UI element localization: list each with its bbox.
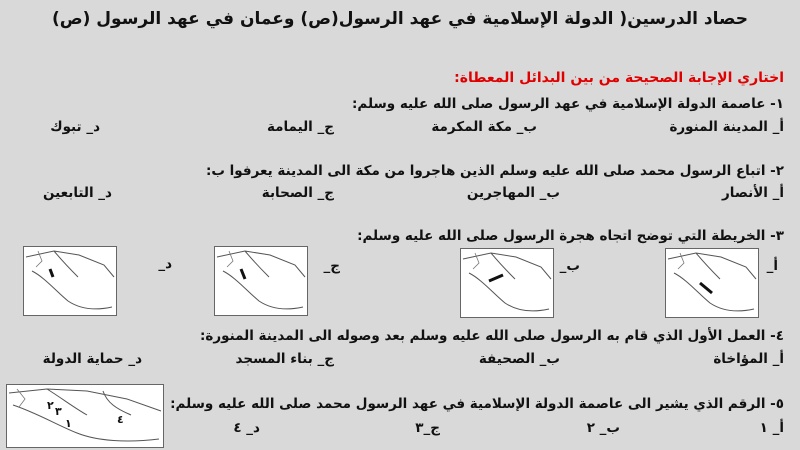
q3-option-a-map[interactable] bbox=[665, 248, 759, 318]
question-4-text: ٤- العمل الأول الذي قام به الرسول صلى الله عليه وسلم بعد وصوله الى المدينة المنورة: bbox=[199, 328, 784, 344]
q4-option-c[interactable]: ج_ بناء المسجد bbox=[235, 351, 334, 367]
q3-option-d-label[interactable]: د_ bbox=[158, 256, 172, 272]
q4-option-a[interactable]: أ_ المؤاخاة bbox=[713, 351, 784, 367]
instruction-text: اختاري الإجابة الصحيحة من بين البدائل المعطاة: bbox=[454, 70, 784, 86]
q2-option-c[interactable]: ج_ الصحابة bbox=[261, 185, 334, 201]
q3-option-c-map[interactable] bbox=[214, 246, 308, 316]
q4-option-d[interactable]: د_ حماية الدولة bbox=[42, 351, 142, 367]
q3-option-a-label[interactable]: أ_ bbox=[766, 258, 778, 274]
q2-option-b[interactable]: ب_ المهاجرين bbox=[466, 185, 560, 201]
map-label-1: ١ bbox=[65, 417, 72, 430]
q3-option-c-label[interactable]: ج_ bbox=[323, 258, 340, 274]
q5-option-d[interactable]: د_ ٤ bbox=[233, 420, 260, 436]
q1-option-c[interactable]: ج_ اليمامة bbox=[266, 119, 334, 135]
q5-option-b[interactable]: ب_ ٢ bbox=[586, 420, 620, 436]
question-1-text: ١- عاصمة الدولة الإسلامية في عهد الرسول صلى الله عليه وسلم: bbox=[351, 96, 784, 112]
q5-numbered-map bbox=[6, 384, 164, 448]
q3-option-d-map[interactable] bbox=[23, 246, 117, 316]
arabian-peninsula-map-icon bbox=[666, 249, 758, 317]
q2-option-d[interactable]: د_ التابعين bbox=[42, 185, 112, 201]
question-2-text: ٢- اتباع الرسول محمد صلى الله عليه وسلم الذين هاجروا من مكة الى المدينة يعرفوا ب: bbox=[206, 163, 784, 179]
q4-option-b[interactable]: ب_ الصحيفة bbox=[478, 351, 560, 367]
page-title: حصاد الدرسين( الدولة الإسلامية في عهد الرسول(ص) وعمان في عهد الرسول (ص) bbox=[51, 9, 748, 29]
arabian-peninsula-map-icon bbox=[461, 249, 553, 317]
map-label-2: ٢ bbox=[47, 399, 54, 412]
q5-option-c[interactable]: ج_٣ bbox=[415, 420, 440, 436]
map-label-3: ٣ bbox=[55, 405, 62, 418]
q3-option-b-map[interactable] bbox=[460, 248, 554, 318]
q1-option-d[interactable]: د_ تبوك bbox=[50, 119, 100, 135]
question-3-text: ٣- الخريطة التي توضح اتجاه هجرة الرسول صلى الله عليه وسلم: bbox=[357, 228, 784, 244]
question-5-text: ٥- الرقم الذي يشير الى عاصمة الدولة الإسلامية في عهد الرسول محمد صلى الله عليه وسلم: bbox=[170, 396, 784, 412]
map-label-4: ٤ bbox=[117, 413, 124, 426]
q3-option-b-label[interactable]: ب_ bbox=[559, 258, 580, 274]
arabian-peninsula-map-icon bbox=[215, 247, 307, 315]
q1-option-a[interactable]: أ_ المدينة المنورة bbox=[669, 119, 784, 135]
q1-option-b[interactable]: ب_ مكة المكرمة bbox=[431, 119, 537, 135]
arabian-peninsula-map-icon bbox=[7, 385, 163, 447]
q2-option-a[interactable]: أ_ الأنصار bbox=[722, 185, 784, 201]
q5-option-a[interactable]: أ_ ١ bbox=[759, 420, 784, 436]
arabian-peninsula-map-icon bbox=[24, 247, 116, 315]
